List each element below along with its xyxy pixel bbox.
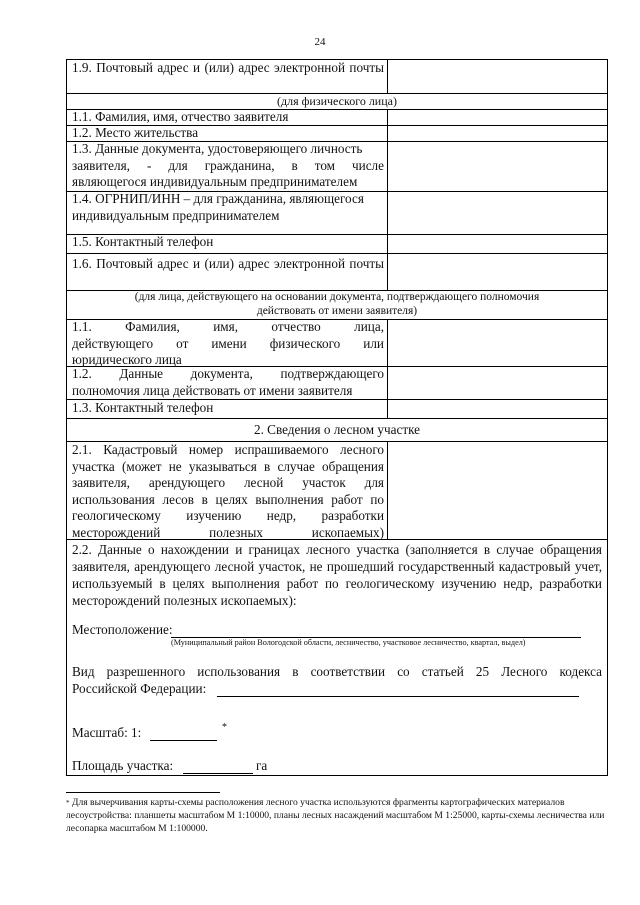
- field-label-full-name: 1.1. Фамилия, имя, отчество заявителя: [72, 109, 289, 124]
- section-title-forest-plot: 2. Сведения о лесном участке: [253, 422, 421, 437]
- page-number: 24: [314, 36, 326, 48]
- footnote-mark: *: [66, 799, 70, 807]
- field-label-ogrnip-inn: 1.4. ОГРНИП/ИНН – для гражданина, являющегося индивидуальным предпринимателем: [72, 191, 364, 223]
- field-label-postal-address: 1.9. Почтовый адрес и (или) адрес электронной почты: [72, 60, 384, 75]
- location-label: Местоположение:: [72, 622, 173, 637]
- usage-type-label-2: Российской Федерации:: [72, 681, 207, 696]
- field-label-plot-boundaries: 2.2. Данные о нахождении и границах лесного участка (заполняется в случае обращения заявителя, арендующего лесной участок, не прошедший государственный кадастровый учет, используемый в целях выполнения работ по геологическому изучению недр, разработки месторождений полезных ископаемых):: [72, 542, 602, 608]
- scale-field[interactable]: [150, 740, 217, 741]
- representative-name-input[interactable]: [389, 320, 611, 367]
- field-label-postal-address-2: 1.6. Почтовый адрес и (или) адрес электронной почты: [72, 256, 384, 271]
- identity-document-input[interactable]: [389, 142, 611, 192]
- footnote-text: Для вычерчивания карты-схемы расположения лесного участка используются фрагменты картографических материалов лесоустройства: планшеты масштабом М 1:10000, планы лесных насаждений масштабом М 1:25000, карты-схемы лесничества или лесопарка масштабом М 1:100000.: [66, 797, 605, 834]
- section-subheader-physical-person: (для физического лица): [277, 94, 397, 108]
- cadastral-number-input[interactable]: [389, 442, 611, 540]
- footnote-divider: [66, 792, 220, 793]
- field-label-identity-document: 1.3. Данные документа, удостоверяющего личность заявителя, - для гражданина, в том числе являющегося индивидуальным предпринимателем: [72, 141, 384, 189]
- scale-footnote-mark: *: [222, 722, 227, 733]
- column-divider: [387, 319, 388, 418]
- ogrnip-inn-input[interactable]: [389, 192, 611, 235]
- area-field[interactable]: [183, 773, 253, 774]
- field-label-representative-name: 1.1. Фамилия, имя, отчество лица, действующего от имени физического или юридического лица: [72, 319, 384, 367]
- scale-label: Масштаб: 1:: [72, 725, 142, 740]
- full-name-input[interactable]: [389, 110, 611, 126]
- contact-phone-input[interactable]: [389, 235, 611, 254]
- authority-document-input[interactable]: [389, 367, 611, 400]
- field-label-representative-phone: 1.3. Контактный телефон: [72, 400, 214, 415]
- representative-phone-input[interactable]: [389, 400, 611, 419]
- field-label-cadastral-number: 2.1. Кадастровый номер испрашиваемого лесного участка (может не указываться в случае обращения заявителя, арендующего лесной участок для использования лесов в целях выполнения работ по геологическому изучению недр, разработки месторождений полезных ископаемых): [72, 442, 384, 540]
- field-label-residence: 1.2. Место жительства: [72, 125, 199, 140]
- field-label-contact-phone: 1.5. Контактный телефон: [72, 234, 214, 249]
- column-divider: [387, 441, 388, 539]
- usage-type-label: Вид разрешенного использования в соответствии со статьей 25 Лесного кодекса: [72, 664, 602, 679]
- footnote: [66, 797, 608, 835]
- postal-address-input[interactable]: [389, 61, 611, 93]
- application-form-table: [66, 59, 608, 776]
- column-divider: [387, 60, 388, 93]
- area-label: Площадь участка:: [72, 758, 174, 773]
- postal-address-2-input[interactable]: [389, 254, 611, 291]
- column-divider: [387, 109, 388, 290]
- location-hint: (Муниципальный район Вологодской области, лесничество, участковое лесничество, квартал, выдел): [171, 638, 526, 647]
- usage-type-field[interactable]: [217, 696, 579, 697]
- section-subheader-representative: (для лица, действующего на основании документа, подтверждающего полномочия действовать от имени заявителя): [134, 291, 540, 317]
- residence-input[interactable]: [389, 126, 611, 142]
- field-label-authority-document: 1.2. Данные документа, подтверждающего полномочия лица действовать от имени заявителя: [72, 366, 384, 398]
- area-unit: га: [256, 758, 268, 773]
